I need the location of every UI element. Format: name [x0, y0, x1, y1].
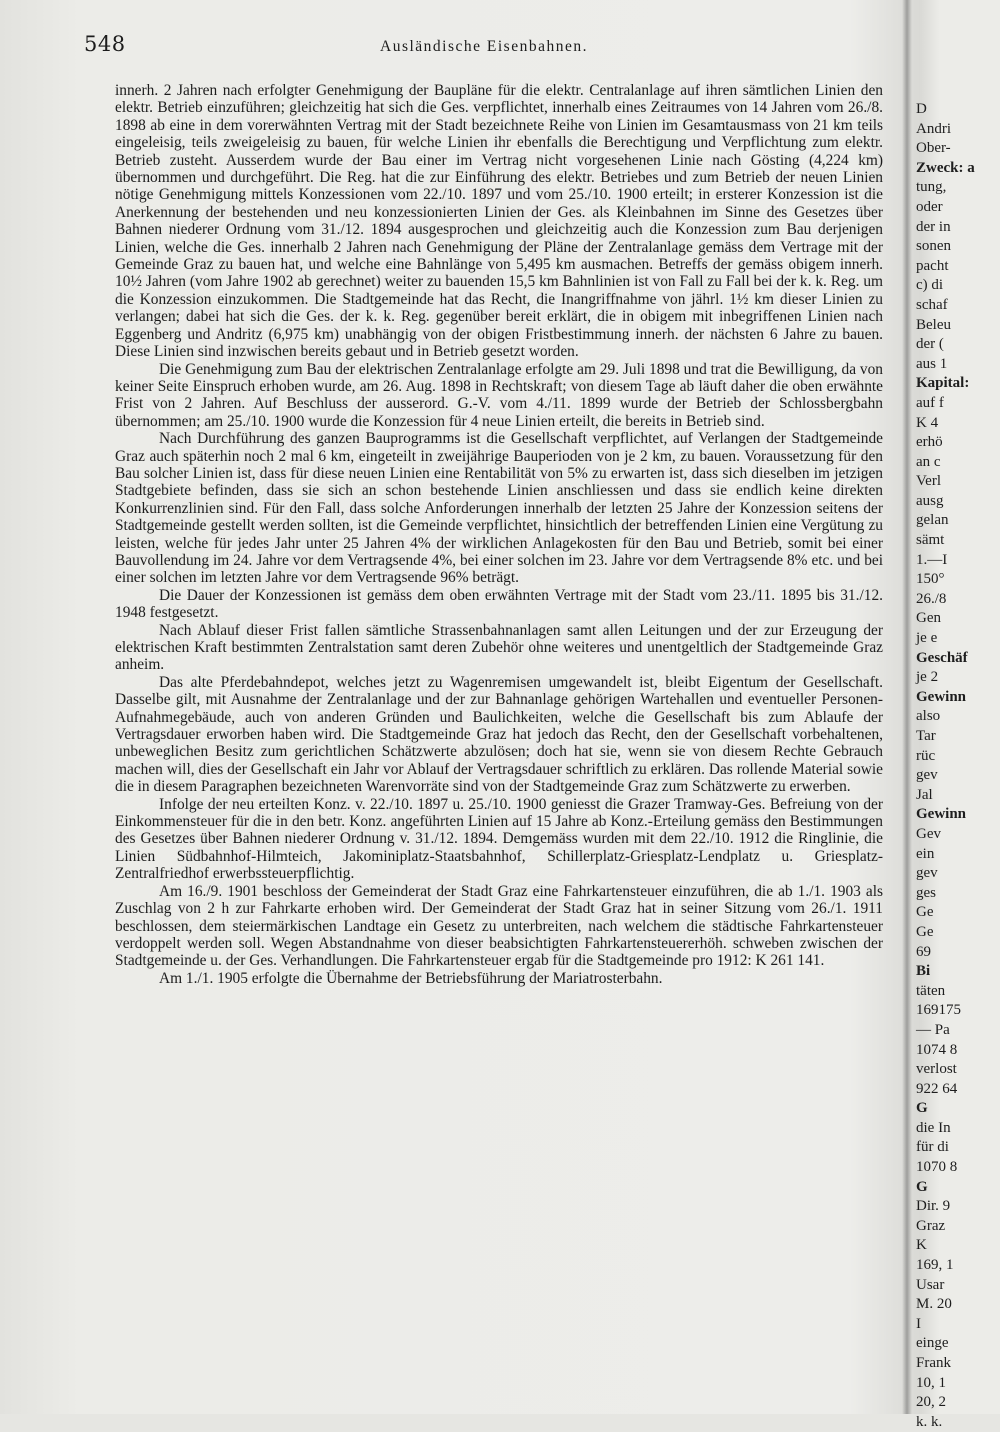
- adjacent-text-fragment: Ge: [916, 904, 934, 921]
- adjacent-text-fragment: 26./8: [916, 590, 947, 607]
- adjacent-text-fragment: 1.—I: [916, 551, 948, 568]
- adjacent-text-fragment: für di: [916, 1139, 949, 1156]
- adjacent-text-fragment: I: [916, 1315, 921, 1332]
- main-text-column: [115, 82, 883, 987]
- adjacent-text-fragment: Zweck: a: [916, 159, 975, 176]
- paragraph: Nach Durchführung des ganzen Bauprogramms ist die Gesellschaft verpflichtet, auf Verlangen der Stadtgemeinde Graz auch späterhin noch 2 mal 6 km, eingeteilt in zweijährige Bauperioden von je 2 km, zu bauen. Voraussetzung für den Bau solcher Linien ist, dass für diese neuen Linien eine Rentabilität von 5% zu erwarten ist, dass sich dieselben im jetzigen Stadtgebiete befinden, dass sie sich an schon bestehende Linien anschliessen und dass sie endlich keine direkten Konkurrenzlinien sind. Für den Fall, dass solche Anforderungen innerhalb der letzten 25 Jahre der Konzession seitens der Stadtgemeinde gestellt werden sollten, ist die Gemeinde verpflichtet, hinsichtlich der betreffenden Linien eine Vergütung zu leisten, welche für jedes Jahr unter 25 Jahren 4% der wirklichen Anlagekosten für den Bau und Betrieb, somit bei einer Bauvollendung im 24. Jahre vor dem Vertragsende 4%, bei einer solchen im 23. Jahre vor dem Vertragsende 8% etc. und bei einer solchen im letzten Jahre vor dem Vertragsende 96% beträgt.: [115, 430, 883, 587]
- adjacent-text-fragment: also: [916, 708, 941, 725]
- adjacent-text-fragment: gelan: [916, 512, 949, 529]
- adjacent-text-fragment: Beleu: [916, 316, 951, 333]
- adjacent-text-fragment: 150°: [916, 571, 945, 588]
- adjacent-text-fragment: Usar: [916, 1276, 945, 1293]
- adjacent-text-fragment: oder: [916, 198, 943, 215]
- adjacent-text-fragment: 169, 1: [916, 1257, 954, 1274]
- adjacent-text-fragment: 10, 1: [916, 1374, 946, 1391]
- adjacent-text-fragment: Geschäf: [916, 649, 968, 666]
- adjacent-text-fragment: erhö: [916, 434, 943, 451]
- adjacent-text-fragment: aus 1: [916, 355, 948, 372]
- adjacent-text-fragment: G: [916, 1178, 928, 1195]
- adjacent-text-fragment: 1074 8: [916, 1041, 958, 1058]
- adjacent-text-fragment: Tar: [916, 728, 936, 744]
- book-gutter: [902, 0, 912, 1414]
- adjacent-text-fragment: Jal: [916, 786, 933, 803]
- adjacent-text-fragment: Verl: [916, 473, 941, 490]
- adjacent-text-fragment: ausg: [916, 492, 944, 509]
- adjacent-text-fragment: rüc: [916, 747, 936, 764]
- adjacent-text-fragment: einge: [916, 1335, 949, 1352]
- adjacent-text-fragment: M. 20: [916, 1296, 952, 1313]
- adjacent-text-fragment: je e: [916, 630, 938, 647]
- adjacent-text-fragment: Gewinn: [916, 806, 967, 823]
- paragraph: Die Genehmigung zum Bau der elektrischen Zentralanlage erfolgte am 29. Juli 1898 und trat die Bewilligung, da von keiner Seite Einspruch erhoben wurde, am 26. Aug. 1898 in Rechtskraft; von diesem Tage ab läuft daher die oben erwähnte Frist von 2 Jahren. Auf Beschluss der ausserord. G.-V. vom 4./11. 1899 wurde der Betrieb der Schlossbergbahn übernommen; am 25./10. 1900 wurde die Konzession für 4 neue Linien erteilt, die bereits in Betrieb sind.: [115, 360, 883, 430]
- running-title: Ausländische Eisenbahnen.: [380, 38, 588, 55]
- adjacent-text-fragment: K: [916, 1237, 927, 1254]
- adjacent-text-fragment: pacht: [916, 257, 949, 274]
- adjacent-text-fragment: an c: [916, 453, 941, 470]
- adjacent-page-fragment-column: [916, 100, 1000, 1430]
- adjacent-text-fragment: der in: [916, 218, 951, 235]
- paragraph: Infolge der neu erteilten Konz. v. 22./10. 1897 u. 25./10. 1900 geniesst die Grazer Tramway-Ges. Befreiung von der Einkommensteuer für die in den betr. Konz. angeführten Linien auf 15 Jahre ab Konz.-Erteilung gemäss den Bestimmungen des Gesetzes über Bahnen niederer Ordnung v. 31./12. 1894. Demgemäss wurden mit dem 22./10. 1912 die Ringlinie, die Linien Südbahnhof-Hilmteich, Jakominiplatz-Staatsbahnhof, Schillerplatz-Griesplatz-Lendplatz u. Griesplatz-Zentralfriedhof erwerbssteuerpflichtig.: [115, 795, 883, 883]
- adjacent-text-fragment: Frank: [916, 1355, 951, 1371]
- adjacent-text-fragment: auf f: [916, 394, 944, 411]
- adjacent-text-fragment: Dir. 9: [916, 1198, 951, 1215]
- adjacent-text-fragment: Andri: [916, 120, 951, 137]
- adjacent-text-fragment: Gen: [916, 610, 941, 627]
- adjacent-text-fragment: D: [916, 101, 927, 117]
- adjacent-text-fragment: gev: [916, 865, 938, 882]
- adjacent-text-fragment: schaf: [916, 296, 948, 313]
- adjacent-text-fragment: Gewinn: [916, 688, 967, 705]
- adjacent-text-fragment: Ober-: [916, 140, 951, 157]
- paragraph: Nach Ablauf dieser Frist fallen sämtliche Strassenbahnanlagen samt allen Leitungen und der zur Erzeugung der elektrischen Kraft bestimmten Zentralstation samt deren Zubehör ohne weiteres und unentgeltlich der Stadtgemeinde Graz anheim.: [115, 621, 883, 674]
- page-number: 548: [84, 32, 126, 56]
- adjacent-text-fragment: tung,: [916, 179, 947, 196]
- adjacent-text-fragment: verlost: [916, 1061, 957, 1078]
- adjacent-text-fragment: sonen: [916, 238, 951, 255]
- adjacent-text-fragment: Graz: [916, 1217, 946, 1234]
- adjacent-text-fragment: 922 64: [916, 1080, 958, 1097]
- paragraph: innerh. 2 Jahren nach erfolgter Genehmigung der Baupläne für die elektr. Centralanlage auf ihren sämtlichen Linien den elektr. Betrieb einzuführen; gleichzeitig hat sich die Ges. verpflichtet, innerhalb eines Zeitraumes von 14 Jahren vom 26./8. 1898 ab eine in dem vorerwähnten Vertrag mit der Stadt bezeichnete Reihe von Linien im Gesamtausmass von 21 km teils eingeleisig, teils zweigeleisig zu bauen, für welche Linien ihr ebenfalls die Berechtigung und Verpflichtung zum elektr. Betrieb zusteht. Ausserdem wurde der Bau einer im Vertrag nicht vorgesehenen Linie nach Gösting (4,224 km) übernommen und durchgeführt. Die Reg. hat die zur Einführung des elektr. Betriebes und zum Betrieb der neuen Linien nötige Genehmigung mittels Konzessionen vom 22./10. 1897 und vom 25./10. 1900 erteilt; in ersterer Konzession ist die Anerkennung der bestehenden und neu konzessionierten Linien der Ges. als Kleinbahnen im Sinne des Gesetzes über Bahnen niederer Ordnung vom 31./12. 1894 ausgesprochen und gleichzeitig auch die Konzession zum Bau derjenigen Linien, welche die Ges. innerhalb 2 Jahren nach Genehmigung der Pläne der Zentralanlage gemäss dem Vertrage mit der Gemeinde Graz zu bauen hat, und welche eine Bahnlänge von 5,495 km ausmachen. Betreffs der gemäss obigem innerh. 10½ Jahren (vom Jahre 1902 ab gerechnet) weiter zu bauenden 15,5 km Bahnlinien ist von Fall zu Fall bei der k. k. Reg. um die Konzession einzukommen. Die Stadtgemeinde hat das Recht, die Inangriffnahme von jährl. 1½ km dieser Linien zu verlangen; dabei hat sich die Ges. der k. k. Reg. gegenüber bereit erklärt, die in obigem mit inbegriffenen Linien nach Eggenberg und Andritz (6,975 km) unabhängig von der obigen Fristbestimmung innerh. der nächsten 6 Jahre zu bauen. Diese Linien sind inzwischen bereits gebaut und in Betrieb gesetzt worden.: [115, 82, 883, 361]
- adjacent-text-fragment: Ge: [916, 923, 934, 940]
- adjacent-text-fragment: Kapital:: [916, 375, 970, 392]
- adjacent-text-fragment: 1070 8: [916, 1159, 958, 1176]
- adjacent-text-fragment: c) di: [916, 277, 944, 294]
- adjacent-text-fragment: ein: [916, 845, 935, 862]
- paragraph: Am 16./9. 1901 beschloss der Gemeinderat der Stadt Graz eine Fahrkartensteuer einzuführen, die ab 1./1. 1903 als Zuschlag von 2 h zur Fahrkarte erhoben wird. Der Gemeinderat der Stadt Graz hat in seiner Sitzung vom 26./1. 1911 beschlossen, dem steiermärkischen Landtage ein Gesetz zu unterbreiten, nach welchem die städtische Fahrkartensteuer verdoppelt werden soll. Wegen Abstandnahme von dieser beabsichtigten Fahrkartensteuererhöh. schweben zwischen der Stadtgemeinde u. der Ges. Verhandlungen. Die Fahrkartensteuer ergab für die Stadtgemeinde pro 1912: K 261 141.: [115, 882, 883, 970]
- paragraph: Das alte Pferdebahndepot, welches jetzt zu Wagenremisen umgewandelt ist, bleibt Eigentum der Gesellschaft. Dasselbe gilt, mit Ausnahme der Zentralanlage und der zur Bahnanlage gehörigen Wartehallen und eventueller Personen-Aufnahmegebäude, auch von anderen Gründen und Baulichkeiten, welche die Gesellschaft bis zum Ablaufe der Vertragsdauer erworben haben wird. Die Stadtgemeinde Graz hat jedoch das Recht, den der Gesellschaft vorbehaltenen, unbeweglichen Besitz zum gerichtlichen Schätzwerte abzulösen; doch hat sie, wenn sie von diesem Rechte Gebrauch machen will, dies der Gesellschaft ein Jahr vor Ablauf der Vertragsdauer schriftlich zu erklären. Das rollende Material sowie die in diesem Paragraphen bezeichneten Warenvorräte sind von der Stadtgemeinde Graz zum Schätzwerte zu erwerben.: [115, 673, 883, 796]
- paragraph: Am 1./1. 1905 erfolgte die Übernahme der Betriebsführung der Mariatrosterbahn.: [159, 969, 663, 987]
- adjacent-text-fragment: täten: [916, 982, 946, 999]
- adjacent-text-fragment: k. k.: [916, 1413, 943, 1430]
- adjacent-text-fragment: je 2: [916, 669, 939, 686]
- adjacent-text-fragment: G: [916, 1100, 928, 1117]
- adjacent-text-fragment: der (: [916, 336, 944, 353]
- adjacent-text-fragment: sämt: [916, 532, 945, 549]
- adjacent-text-fragment: 69: [916, 943, 931, 960]
- adjacent-text-fragment: K 4: [916, 414, 939, 431]
- paragraph: Die Dauer der Konzessionen ist gemäss dem oben erwähnten Vertrage mit der Stadt vom 23./11. 1895 bis 31./12. 1948 festgesetzt.: [115, 586, 883, 622]
- adjacent-text-fragment: die In: [916, 1119, 951, 1136]
- adjacent-text-fragment: 20, 2: [916, 1394, 946, 1411]
- adjacent-text-fragment: — Pa: [916, 1021, 950, 1038]
- adjacent-text-fragment: gev: [916, 767, 938, 784]
- adjacent-text-fragment: Gev: [916, 825, 941, 842]
- adjacent-text-fragment: Bi: [916, 963, 931, 980]
- adjacent-text-fragment: 169175: [916, 1002, 961, 1019]
- adjacent-text-fragment: ges: [916, 884, 936, 901]
